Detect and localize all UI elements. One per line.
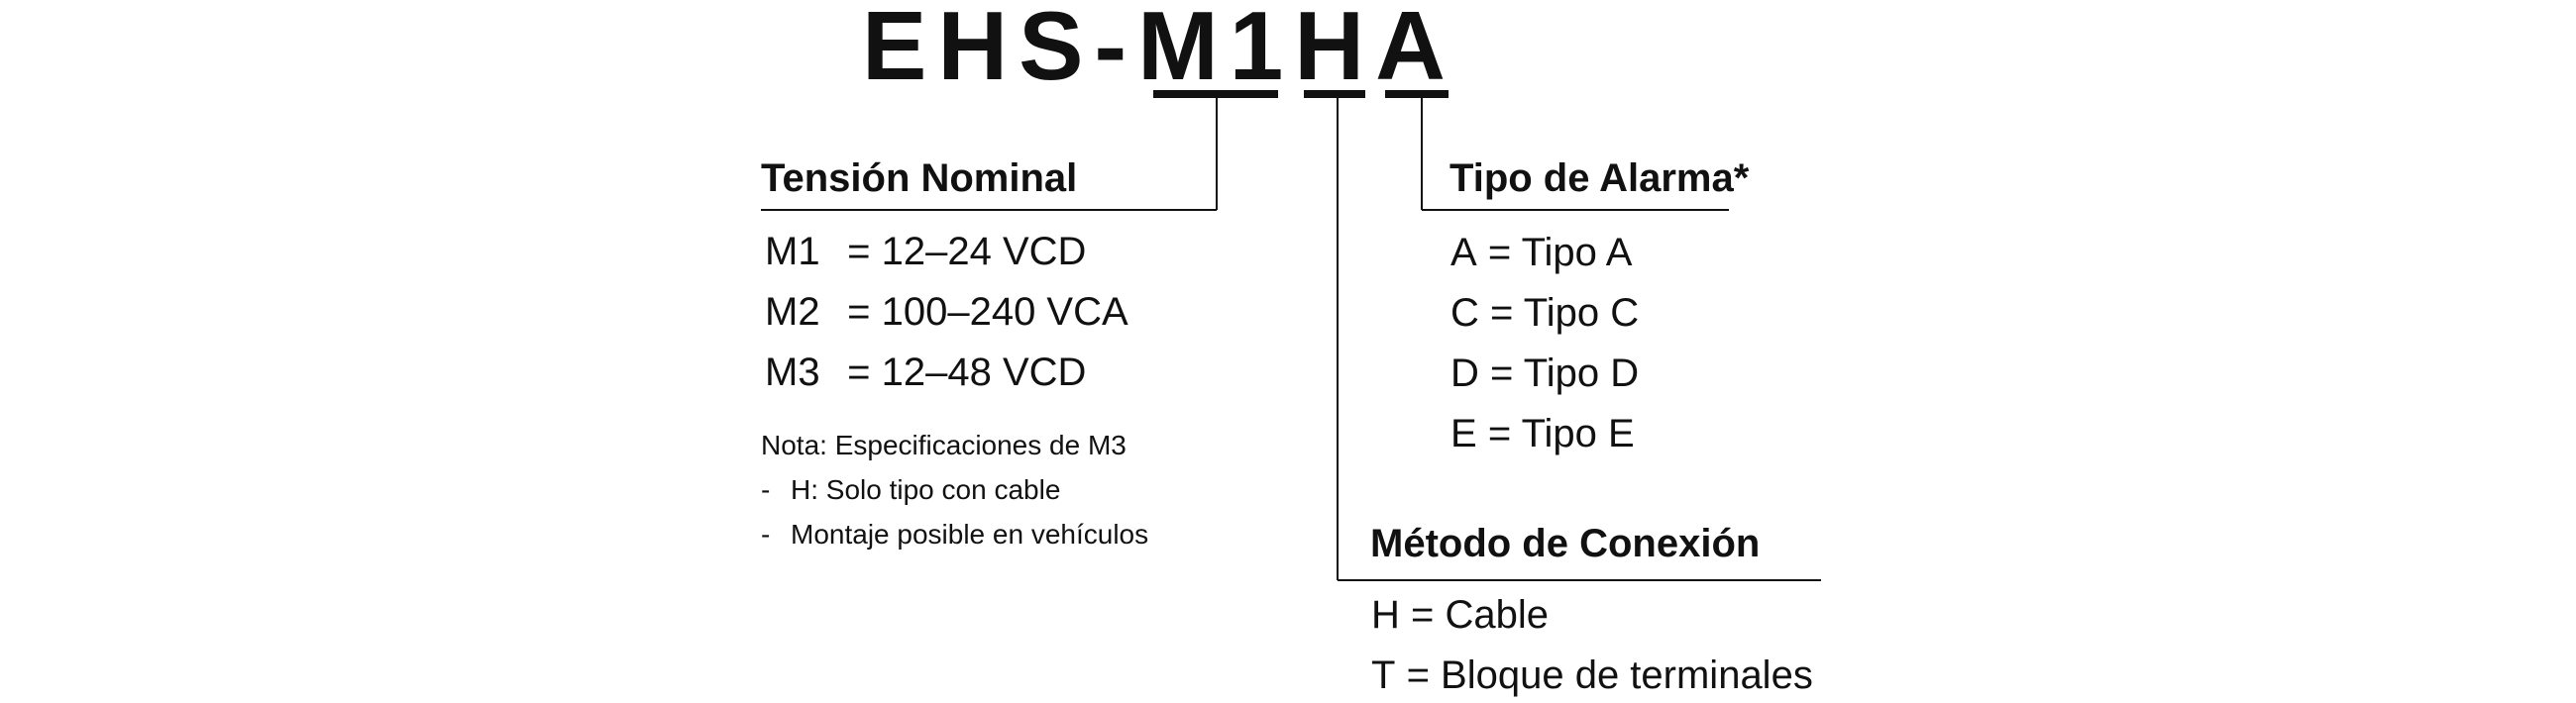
voltage-note-title: Nota: Especificaciones de M3 [761, 430, 1127, 460]
alarm-option-e: E = Tipo E [1450, 412, 1635, 455]
alarm-option-d: D = Tipo D [1450, 352, 1640, 395]
voltage-code: M1 [1137, 0, 1295, 100]
model-code [862, 0, 1456, 100]
alarm-code: A [1375, 0, 1456, 100]
voltage-option-m3: M3 = 12–48 VCD [765, 351, 1087, 394]
connection-code: H [1294, 0, 1376, 100]
voltage-heading: Tensión Nominal [761, 156, 1078, 200]
voltage-option-m1: M1 = 12–24 VCD [765, 230, 1087, 273]
alarm-heading: Tipo de Alarma* [1449, 156, 1750, 200]
alarm-option-c: C = Tipo C [1450, 291, 1640, 335]
alarm-option-a: A = Tipo A [1450, 231, 1633, 274]
voltage-note-item: - H: Solo tipo con cable [761, 474, 1061, 505]
voltage-note-item: - Montaje posible en vehículos [761, 519, 1149, 550]
model-prefix: EHS- [862, 0, 1138, 100]
connection-option-h: H = Cable [1371, 593, 1549, 637]
voltage-option-m2: M2 = 100–240 VCA [765, 290, 1128, 334]
connection-option-t: T = Bloque de terminales [1371, 653, 1813, 697]
connection-heading: Método de Conexión [1370, 522, 1761, 565]
